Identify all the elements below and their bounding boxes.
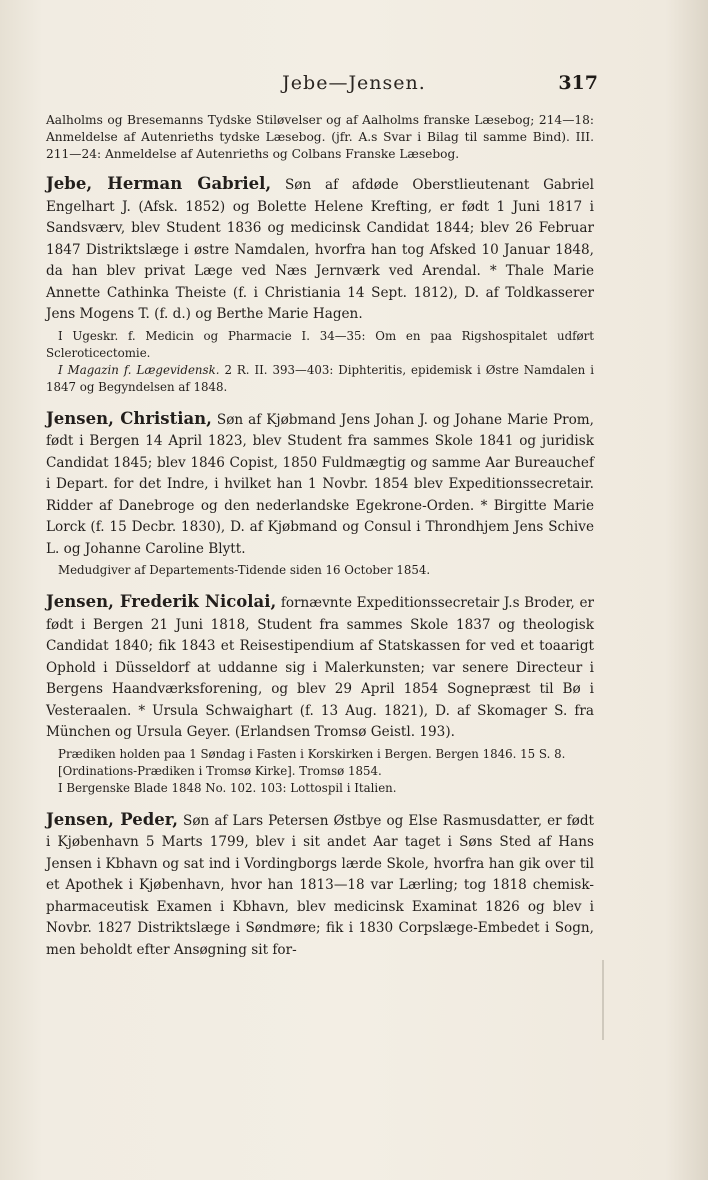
entry-name: Jebe, Herman Gabriel, (46, 174, 272, 193)
entry-bio-text: fornævnte Expeditionssecretair J.s Broder, er født i Bergen 21 Juni 1818, Student fra sammes Skole 1837 og theologisk Candidat 1840; fik 1843 et Reisestipendium af Statskassen for ved et toaarigt Ophold i Düsseldorf at uddanne sig i Malerkunsten; var senere Directeur i Bergens Haandværksforening, og blev 29 April 1854 Sognepræst til Bø i Vesteraalen. * Ursula Schwaighart (f. 13 Aug. 1821), D. af Skomager S. fra München og Ursula Geyer. (Erlandsen Tromsø Geistl. 193). (46, 595, 594, 740)
entry-bio-text: Søn af Lars Petersen Østbye og Else Rasmusdatter, er født i Kjøbenhavn 5 Marts 1799, blev i sit andet Aar taget i Søns Sted af Hans Jensen i Kbhavn og sat ind i Vordingborgs lærde Skole, hvorfra han gik over til et Apothek i Kjøbenhavn, hvor han 1813—18 var Lærling; tog 1818 chemisk-pharmaceutisk Examen i Kbhavn, blev medicinsk Examinat 1826 og blev i Novbr. 1827 Distriktslæge i Søndmøre; fik i 1830 Corpslæge-Embedet i Sogn, men beholdt efter Ansøgning sit for- (46, 812, 595, 958)
entry-bio (46, 408, 594, 561)
entry-bio-text: Søn af afdøde Oberstlieutenant Gabriel Engelhart J. (Afsk. 1852) og Bolette Helene Krefting, er født 1 Juni 1817 i Sandsværv, blev Student 1836 og medicinsk Candidat 1844; blev 26 Februar 1847 Distriktslæge i østre Namdalen, hvorfra han tog Afsked 10 Januar 1848, da han blev privat Læge ved Næs Jernværk ved Arendal. * Thale Marie Annette Cathinka Theiste (f. i Christiania 14 Sept. 1812), D. af Toldkasserer Jens Mogens T. (f. d.) og Berthe Marie Hagen. (46, 177, 594, 322)
work-item: I Bergenske Blade 1848 No. 102. 103: Lottospil i Italien. (58, 780, 397, 795)
entry-jensen-peder (46, 809, 594, 962)
work-text: 2 R. II. 393—403: Diphteritis, epidemisk i Østre Namdalen i 1847 og Begyndelsen af 1848. (46, 362, 594, 394)
entry-works (46, 746, 594, 797)
page-fold-shadow (602, 960, 604, 1040)
entry-jensen-christian (46, 408, 594, 580)
entry-works (46, 328, 594, 396)
work-source: I Magazin f. Lægevidensk. (58, 362, 220, 377)
entry-works (46, 562, 594, 579)
work-item: [Ordinations-Prædiken i Tromsø Kirke]. Tromsø 1854. (58, 763, 382, 778)
running-head: Jebe—Jensen. (282, 72, 426, 94)
page-number: 317 (558, 72, 598, 94)
entry-bio-text: Søn af Kjøbmand Jens Johan J. og Johane Marie Prom, født i Bergen 14 April 1823, blev Student fra sammes Skole 1841 og juridisk Candidat 1845; blev 1846 Copist, 1850 Fuldmægtig og samme Aar Bureauchef i Depart. for det Indre, i hvilket han 1 Novbr. 1854 blev Expeditionssecretair. Ridder af Danebroge og den nederlandske Egekrone-Orden. * Birgitte Marie Lorck (f. 15 Decbr. 1830), D. af Kjøbmand og Consul i Throndhjem Jens Schive L. og Johanne Caroline Blytt. (46, 411, 594, 557)
entry-bio (46, 173, 594, 326)
page-body (46, 112, 594, 973)
entry-jensen-frederik (46, 591, 594, 797)
work-item: Medudgiver af Departements-Tidende siden 16 October 1854. (58, 563, 431, 577)
work-item: I Ugeskr. f. Medicin og Pharmacie I. 34—35: Om en paa Rigshospitalet udført Scleroticectomie. (46, 328, 594, 360)
entry-name: Jensen, Peder, (46, 809, 179, 829)
entry-jebe-herman (46, 173, 594, 396)
entry-name: Jensen, Christian, (46, 408, 212, 428)
entry-bio (46, 809, 594, 962)
continuation-paragraph: Aalholms og Bresemanns Tydske Stiløvelser og af Aalholms franske Læsebog; 214—18: Anmeldelse af Autenrieths tydske Læsebog. (jfr. A.s Svar i Bilag til samme Bind). III. 211—24: Anmeldelse af Autenrieths og Colbans Franske Læsebog. (46, 113, 594, 161)
work-item: Prædiken holden paa 1 Søndag i Fasten i Korskirken i Bergen. Bergen 1846. 15 S. 8. (58, 746, 566, 761)
entry-bio (46, 591, 594, 744)
work-item (46, 362, 594, 396)
page-header (0, 72, 708, 102)
entry-name: Jensen, Frederik Nicolai, (46, 592, 277, 611)
